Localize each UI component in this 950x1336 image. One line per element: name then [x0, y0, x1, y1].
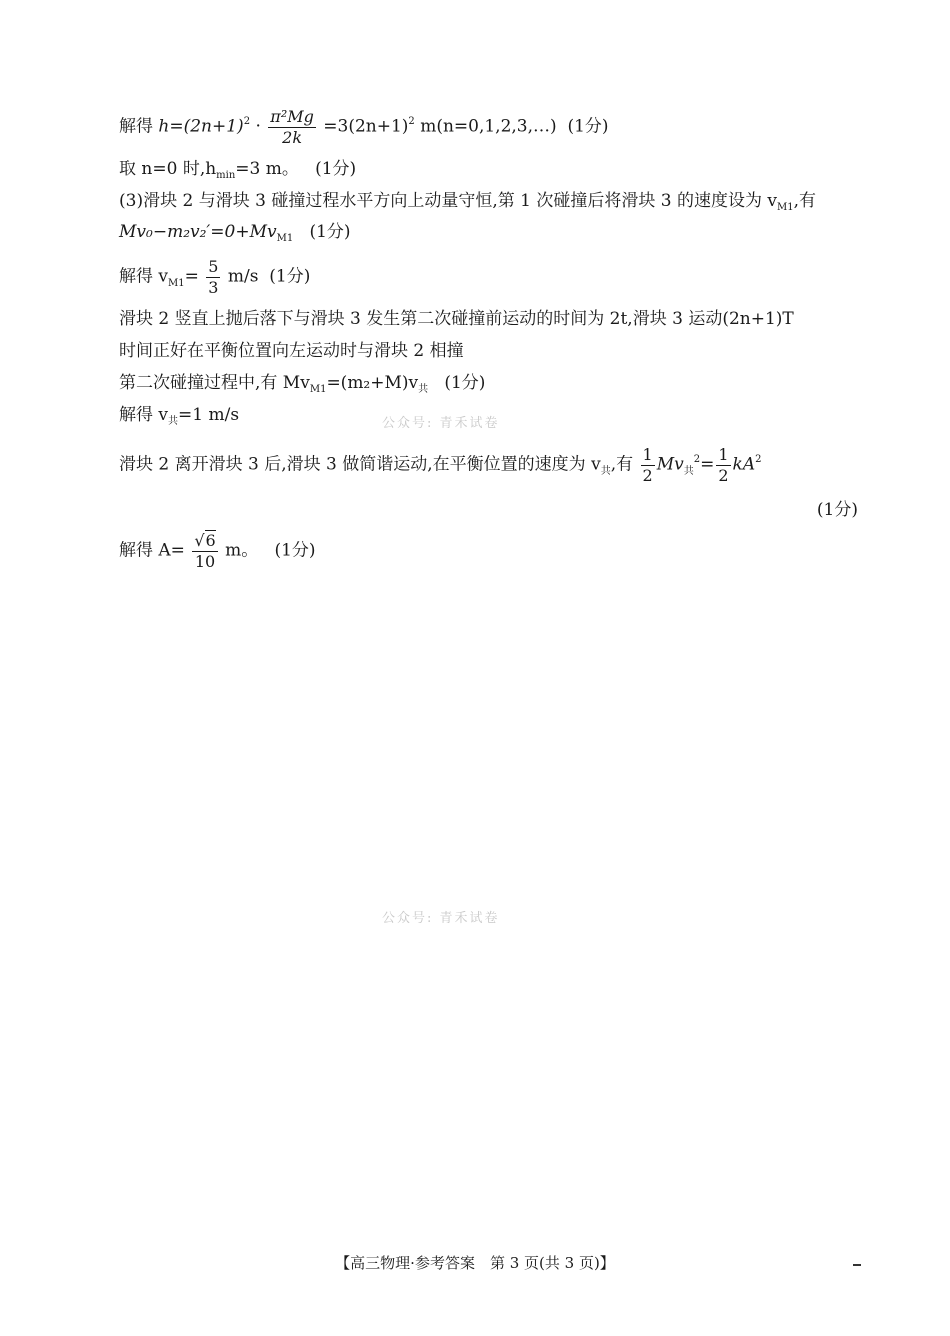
equals: = — [184, 266, 199, 287]
numerator: π²Mg — [270, 107, 314, 126]
equals: = — [700, 454, 715, 475]
text: 解得 A= — [119, 540, 185, 561]
subscript: M1 — [276, 233, 294, 244]
text: 取 n=0 时,h — [119, 159, 217, 179]
subscript: M1 — [777, 202, 794, 213]
radicand: 6 — [205, 531, 216, 550]
subscript: 共 — [168, 416, 179, 427]
corner-mark — [853, 1264, 861, 1266]
superscript: 2 — [243, 115, 251, 127]
page-footer: 【高三物理·参考答案 第 3 页(共 3 页)】 — [335, 1254, 615, 1272]
numerator: 5 — [208, 257, 219, 276]
score: (1分) — [444, 373, 486, 393]
text: ,有 — [610, 454, 634, 475]
denominator: 2k — [282, 127, 303, 147]
text: 解得 v — [119, 266, 169, 287]
text: ,有 — [793, 191, 817, 211]
denominator: 3 — [208, 277, 219, 297]
text: 解得 — [119, 116, 153, 137]
score: (1分) — [269, 266, 311, 287]
solution-line-7 — [119, 343, 464, 360]
subscript: 共 — [600, 465, 611, 477]
formula: kA — [732, 454, 756, 475]
solution-line-amplitude — [119, 532, 316, 570]
numerator: 1 — [642, 445, 653, 464]
formula: Mv₀−m₂v₂′=0+Mv — [119, 222, 277, 242]
dot-operator: · — [255, 116, 261, 137]
subscript: 共 — [418, 384, 429, 395]
solution-line-shm — [119, 446, 761, 484]
watermark: 公众号: 青禾试卷 — [382, 416, 500, 431]
formula: =(m₂+M)v — [326, 373, 419, 393]
score: (1分) — [567, 116, 609, 137]
text: 时间正好在平衡位置向左运动时与滑块 2 相撞 — [119, 341, 464, 361]
numerator — [192, 532, 217, 552]
score-right: (1分) — [816, 500, 858, 520]
solution-line-vcommon — [119, 405, 240, 427]
score: (1分) — [309, 222, 351, 242]
superscript: 2 — [408, 115, 415, 127]
formula-part: =3(2n+1) — [323, 116, 409, 137]
solution-line-h — [119, 108, 609, 146]
fraction — [206, 258, 220, 296]
text: 滑块 2 竖直上抛后落下与滑块 3 发生第二次碰撞前运动的时间为 2t,滑块 3 运动(2n+1)T — [119, 309, 794, 329]
denominator: 2 — [718, 465, 729, 485]
denominator: 10 — [194, 551, 216, 571]
fraction — [641, 446, 655, 484]
denominator: 2 — [642, 465, 653, 485]
superscript: 2 — [693, 453, 701, 465]
text: =3 m。 — [235, 159, 299, 179]
superscript: 2 — [755, 453, 762, 465]
score: (1分) — [315, 159, 357, 179]
score: (1分) — [274, 540, 316, 561]
solution-line-3 — [119, 191, 817, 213]
formula: =1 m/s — [178, 405, 240, 425]
subscript: M1 — [309, 384, 327, 395]
fraction — [268, 108, 316, 146]
solution-line-6 — [119, 311, 794, 328]
solution-line-collision2 — [119, 373, 486, 395]
formula-part: m(n=0,1,2,3,…) — [420, 116, 557, 137]
text: (3)滑块 2 与滑块 3 碰撞过程水平方向上动量守恒,第 1 次碰撞后将滑块 3 的速度设为 v — [119, 191, 777, 211]
subscript: min — [216, 170, 236, 181]
formula-part: h=(2n+1) — [158, 116, 244, 137]
watermark: 公众号: 青禾试卷 — [382, 911, 500, 926]
text: 解得 v — [119, 405, 169, 425]
sqrt-sign: √ — [194, 531, 205, 550]
solution-line-momentum — [119, 222, 351, 244]
text: 滑块 2 离开滑块 3 后,滑块 3 做简谐运动,在平衡位置的速度为 v — [119, 454, 601, 475]
solution-line-hmin — [119, 159, 357, 181]
numerator: 1 — [718, 445, 729, 464]
unit: m/s — [227, 266, 259, 287]
subscript: 共 — [683, 465, 694, 477]
formula: Mv — [656, 454, 684, 475]
fraction — [716, 446, 730, 484]
fraction — [192, 532, 217, 570]
unit: m。 — [225, 540, 259, 561]
text: 第二次碰撞过程中,有 Mv — [119, 373, 310, 393]
solution-line-vm1 — [119, 258, 310, 296]
subscript: M1 — [168, 277, 185, 289]
